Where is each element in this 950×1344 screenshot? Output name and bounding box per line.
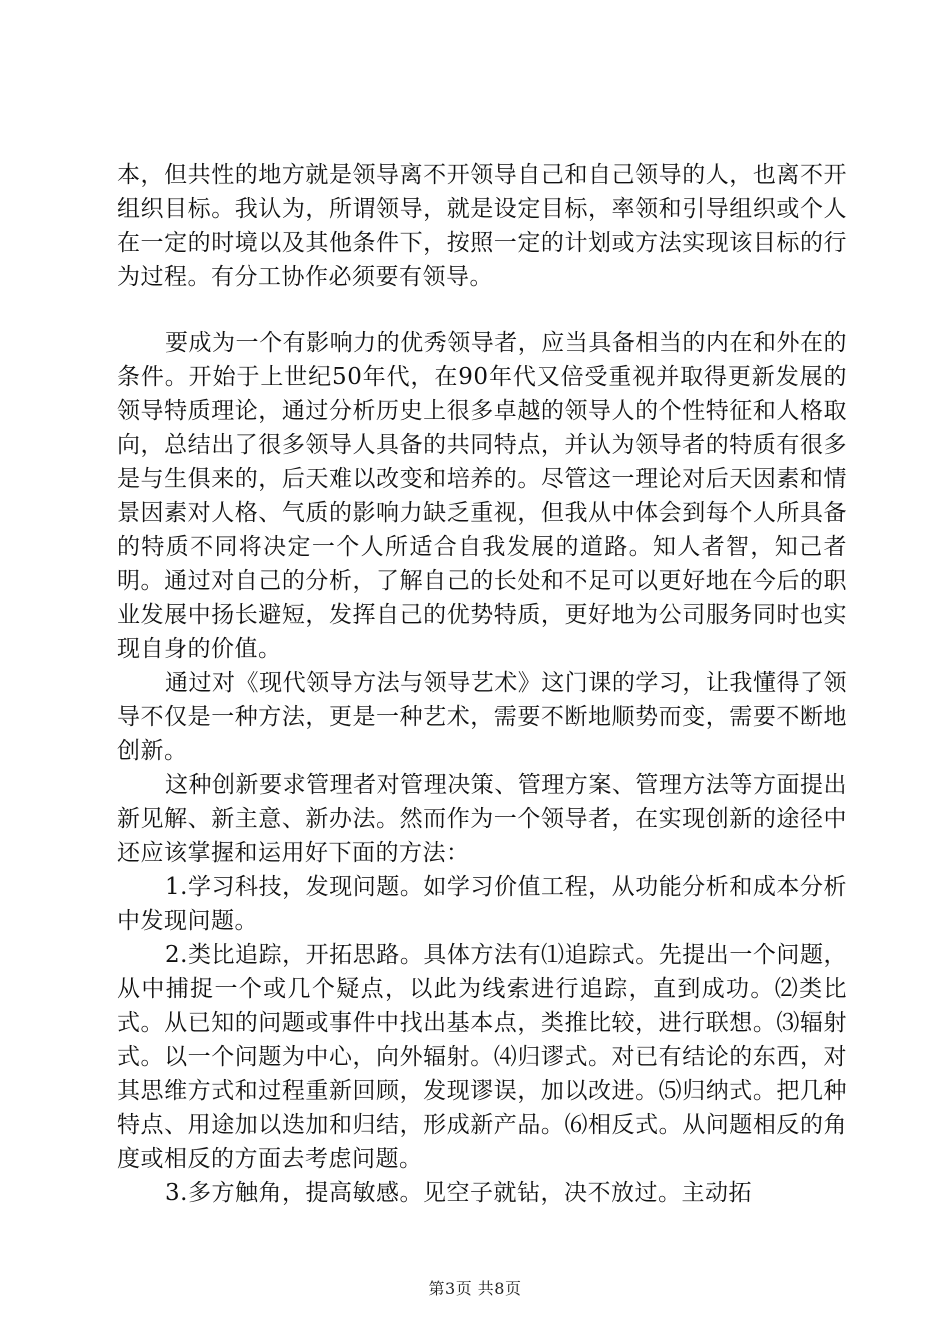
document-body [117, 158, 847, 1210]
page-number-footer: 第3页 共8页 [428, 1279, 522, 1298]
paragraph-4: 这种创新要求管理者对管理决策、管理方案、管理方法等方面提出新见解、新主意、新办法。然而作为一个领导者，在实现创新的途径中还应该掌握和运用好下面的方法： [117, 772, 847, 866]
paragraph-1: 本，但共性的地方就是领导离不开领导自己和自己领导的人，也离不开组织目标。我认为，所谓领导，就是设定目标，率领和引导组织或个人在一定的时境以及其他条件下，按照一定的计划或方法实现该目标的行为过程。有分工协作必须要有领导。 [117, 162, 847, 290]
list-item-1: 1.学习科技，发现问题。如学习价值工程，从功能分析和成本分析中发现问题。 [117, 874, 847, 934]
paragraph-2: 要成为一个有影响力的优秀领导者，应当具备相当的内在和外在的条件。开始于上世纪50年代，在90年代又倍受重视并取得更新发展的领导特质理论，通过分析历史上很多卓越的领导人的个性特征和人格取向，总结出了很多领导人具备的共同特点，并认为领导者的特质有很多是与生俱来的，后天难以改变和培养的。尽管这一理论对后天因素和情景因素对人格、气质的影响力缺乏重视，但我从中体会到每个人所具备的特质不同将决定一个人所适合自我发展的道路。知人者智，知己者明。通过对自己的分析，了解自己的长处和不足可以更好地在今后的职业发展中扬长避短，发挥自己的优势特质，更好地为公司服务同时也实现自身的价值。 [117, 330, 847, 662]
list-item-2: 2.类比追踪，开拓思路。具体方法有⑴追踪式。先提出一个问题，从中捕捉一个或几个疑点，以此为线索进行追踪，直到成功。⑵类比式。从已知的问题或事件中找出基本点，类推比较，进行联想。⑶辐射式。以一个问题为中心，向外辐射。⑷归谬式。对已有结论的东西，对其思维方式和过程重新回顾，发现谬误，加以改进。⑸归纳式。把几种特点、用途加以迭加和归结，形成新产品。⑹相反式。从问题相反的角度或相反的方面去考虑问题。 [117, 942, 847, 1172]
paragraph-3: 通过对《现代领导方法与领导艺术》这门课的学习，让我懂得了领导不仅是一种方法，更是一种艺术，需要不断地顺势而变，需要不断地创新。 [117, 670, 847, 764]
list-item-3: 3.多方触角，提高敏感。见空子就钻，决不放过。主动拓 [165, 1180, 752, 1206]
